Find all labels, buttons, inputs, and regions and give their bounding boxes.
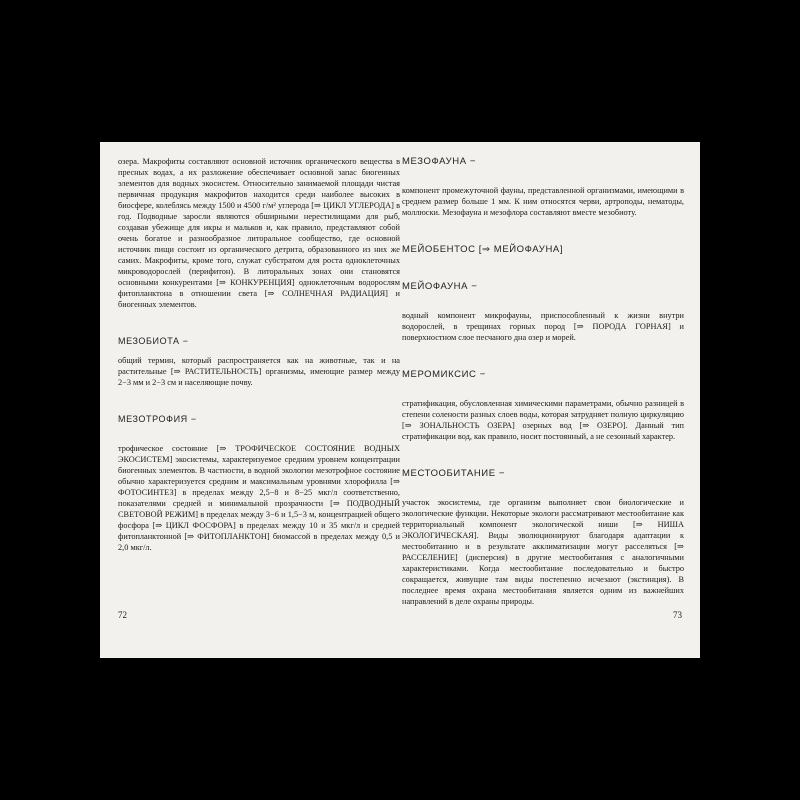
left-page xyxy=(118,156,400,553)
entry-title-mestoobitanie: МЕСТООБИТАНИЕ − xyxy=(402,468,506,479)
intro-paragraph: озера. Макрофиты составляют основной источник органического вещества в пресных водах, а их разложение обеспечивает основной запас биогенных элементов для водных экосистем. Относительно занимаемой площади чистая первичная продукция макрофитов находится среди наиболее высоких в биосфере, колеблясь между 1500 и 4500 г/м² углерода [⇒ ЦИКЛ УГЛЕРОДА] в год. Подводные заросли являются обширными нерестилищами для рыб, создавая убежище для икры и мальков и, как правило, представляют собой очень богатое и разнообразное литоральное сообщество, где основной источник пищи состоит из органического детрита, образованного из них же самих. Макрофиты, кроме того, служат субстратом для роста одноклеточных микроводорослей (перифитон). В литоральных зонах они становятся основными конкурентами [⇒ КОНКУРЕНЦИЯ] одноклеточным водорослям фитопланктона в отношении света [⇒ СОЛНЕЧНАЯ РАДИАЦИЯ] и биогенных элементов. xyxy=(118,157,400,309)
right-page xyxy=(402,156,684,607)
page-number-left: 72 xyxy=(118,610,127,620)
entry-title-meromiksis: МЕРОМИКСИС − xyxy=(402,369,486,380)
entry-title-meiofauna: МЕЙОФАУНА − xyxy=(402,281,478,292)
entry-text-mezofauna: компонент промежуточной фауны, представленной организмами, имеющими в среднем размер больше 1 мм. К ним относятся черви, артроподы, нематоды, моллюски. Мезофауна и мезофлора составляют вместе мезобиоту. xyxy=(402,186,684,217)
entry-title-mezobiota: МЕЗОБИОТА − xyxy=(118,336,189,346)
entry-text-mezotrofiya: трофическое состояние [⇒ ТРОФИЧЕСКОЕ СОСТОЯНИЕ ВОДНЫХ ЭКОСИСТЕМ] экосистемы, характеризуемое средним уровнем концентрации биогенных элементов. В частности, в водной экологии мезотрофное состояние обычно характеризуется средним и максимальным уровнями хлорофилла [⇒ ФОТОСИНТЕЗ] в пределах между 2,5−8 и 8−25 мкг/л соответственно, показателями средней и минимальной прозрачности [⇒ ПОДВОДНЫЙ СВЕТОВОЙ РЕЖИМ] в пределах между 3−6 и 1,5−3 м, концентрацией общего фосфора [⇒ ЦИКЛ ФОСФОРА] в пределах между 10 и 35 мкг/л и средней фитопланктонной [⇒ ФИТОПЛАНКТОН] биомассой в пределах между 0,5 и 2,0 мкг/л. xyxy=(118,444,400,552)
entry-title-mezofauna: МЕЗОФАУНА − xyxy=(402,156,477,167)
entry-text-mezobiota: общий термин, который распространяется как на животные, так и на растительные [⇒ РАСТИТЕЛЬНОСТЬ] организмы, имеющие размер между 2−3 мм и 2−3 см и населяющие почву. xyxy=(118,356,400,387)
entry-text-meromiksis: стратификация, обусловленная химическими параметрами, обычно разницей в степени солености разных слоев воды, которая затрудняет полную циркуляцию [⇒ ЗОНАЛЬНОСТЬ ОЗЕРА] озерных вод [⇒ ОЗЕРО]. Данный тип стратификации вод, как правило, носит постоянный, а не сезонный характер. xyxy=(402,399,684,441)
entry-text-mestoobitanie: участок экосистемы, где организм выполняет свои биологические и экологические функции. Некоторые экологи рассматривают местообитание как территориальный компонент экологической ниши [⇒ НИША ЭКОЛОГИЧЕСКАЯ]. Виды эволюционируют благодаря адаптации к местообитанию и в результате акклиматизации могут расселяться [⇒ РАССЕЛЕНИЕ] (дисперсия) в другие местообитания с аналогичными характеристиками. Когда местообитание последовательно и быстро сокращается, живущие там виды постепенно исчезают (экстинция). В последнее время охрана местообитания является одним из важнейших направлений в деле охраны природы. xyxy=(402,498,684,606)
entry-text-meiofauna: водный компонент микрофауны, приспособленный к жизни внутри водорослей, в трещинах горных пород [⇒ ПОРОДА ГОРНАЯ] и поверхностном слое песчаного дна озер и морей. xyxy=(402,311,684,342)
entry-title-mezotrofiya: МЕЗОТРОФИЯ − xyxy=(118,414,197,424)
page-number-right: 73 xyxy=(673,610,682,620)
entry-title-meiobentos: МЕЙОБЕНТОС [⇒ МЕЙОФАУНА] xyxy=(402,244,564,255)
book-spread xyxy=(100,142,700,658)
